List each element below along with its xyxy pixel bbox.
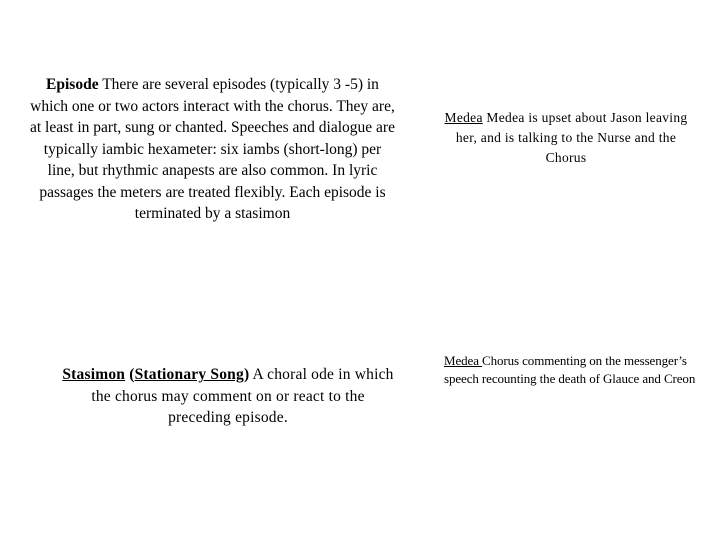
stasimon-text: A choral ode in which the chorus may comment on or react to the preceding episode. (91, 366, 394, 426)
medea-text-1: Medea is upset about Jason leaving her, and is talking to the Nurse and the Chorus (455, 110, 688, 165)
stasimon-open-paren: ( (125, 366, 135, 383)
episode-definition (30, 74, 395, 225)
stasimon-close-paren: ) (243, 366, 250, 383)
medea-term-1: Medea (444, 110, 483, 125)
episode-term: Episode (46, 76, 99, 93)
stasimon-gloss: Stationary Song (134, 366, 244, 383)
medea-term-2: Medea (444, 353, 483, 368)
stasimon-term: Stasimon (62, 366, 126, 383)
episode-text: There are several episodes (typically 3 -5) in which one or two actors interact with the chorus. They are, at least in part, sung or chanted. Speeches and dialogue are typically iambic hexameter: six iambs (short-long) per line, but rhythmic anapests are also common. In lyric passages the meters are treated flexibly. Each episode is terminated by a stasimon (30, 76, 395, 222)
medea-example-2 (444, 352, 700, 387)
medea-example-1 (438, 108, 694, 168)
stasimon-definition (58, 364, 398, 429)
medea-text-2: Chorus commenting on the messenger’s speech recounting the death of Glauce and Creon (444, 353, 696, 386)
